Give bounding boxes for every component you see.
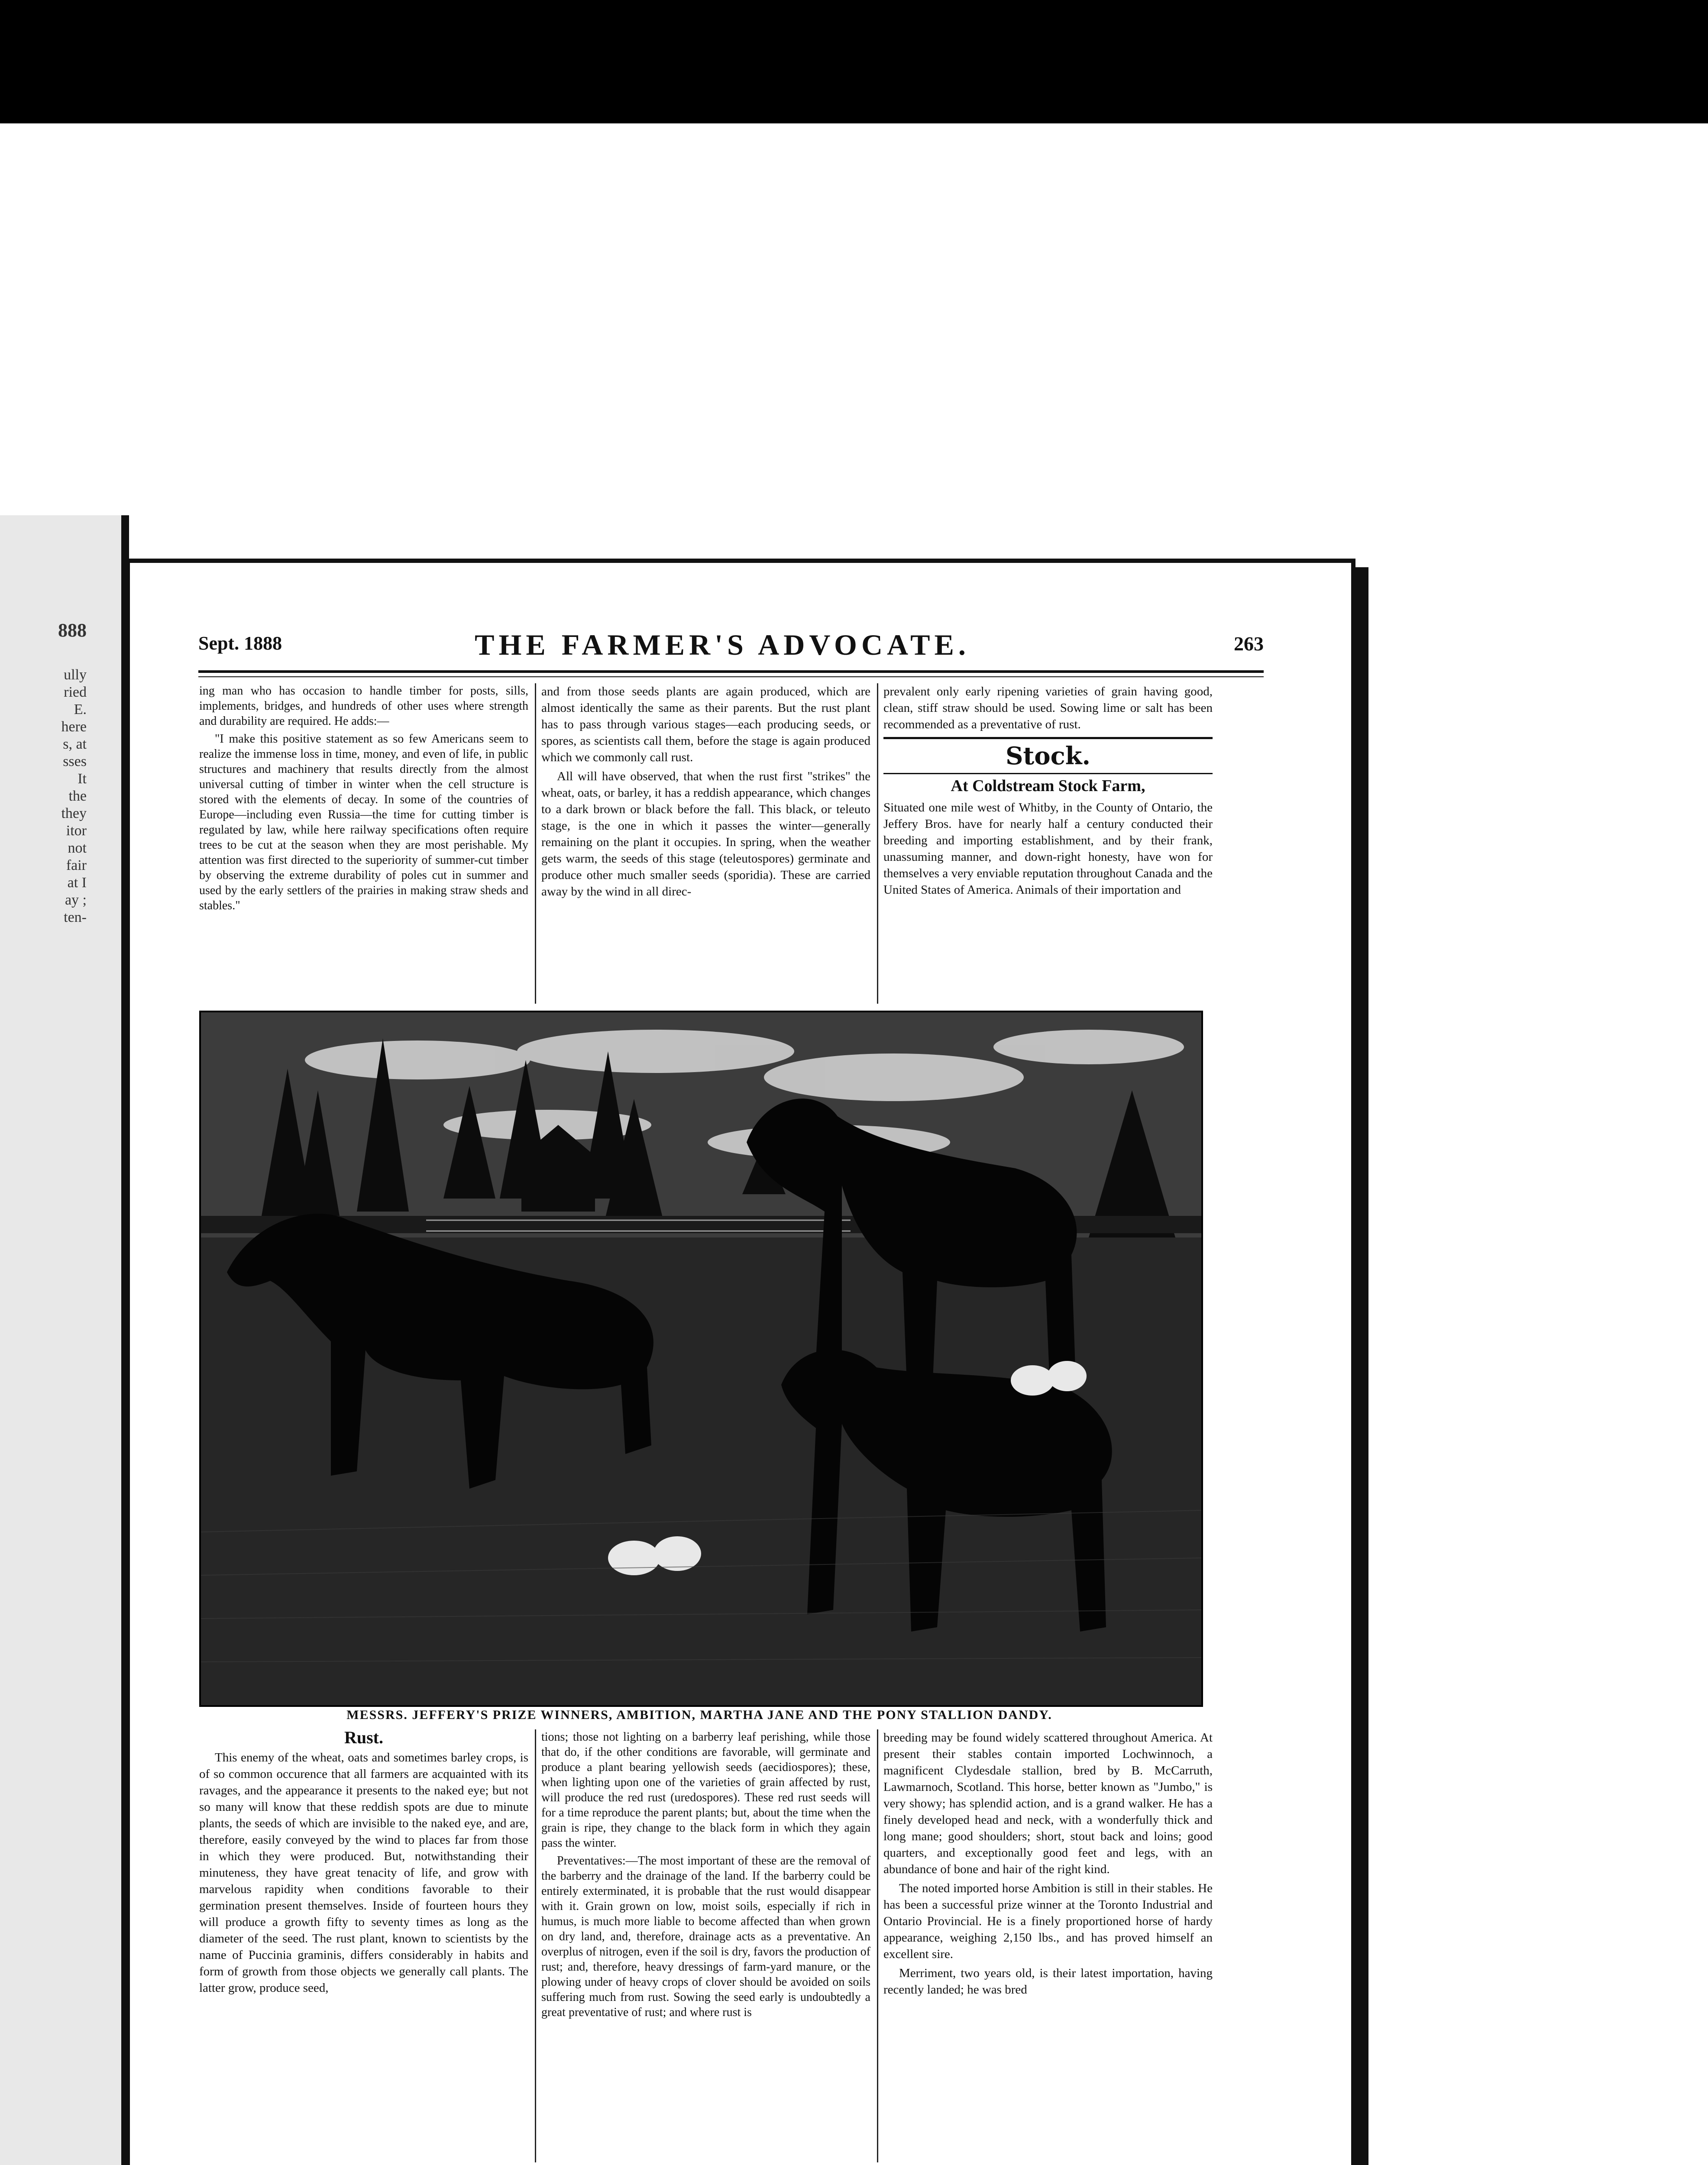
paragraph: breeding may be found widely scattered throughout America. At present their stables contain imported Lochwinnoch, a magnificent Clydesdale stallion, bred by B. McCarruth, Lawmarnoch, Scotland. This horse, better known as "Jumbo," is very showy; has splendid action, and is a grand walker. He has a finely developed head and neck, with a wonderfully thick and long mane; good shoulders; short, stout back and loins; good quarters, and exceptionally good feet and legs, with an abundance of bone and hair of the right kind. [883,1731,1213,1876]
paragraph: All will have observed, that when the rust first "strikes" the wheat, oats, or barley, it has a reddish appearance, which changes to a dark brown or black before the fall. This black, or teleuto stage, is the one in which it passes the winter—generally remaining on the plant it occupies. In spring, when the weather gets warm, the seeds of this stage (teleutospores) germinate and produce other much smaller seeds (sporidia). These are carried away by the wind in all direc- [541,769,870,898]
paragraph: tions; those not lighting on a barberry leaf perishing, while those that do, if the other conditions are favorable, will germinate and produce a plant bearing yellowish seeds (aecidiospores); these, when lighting upon one of the varieties of grain affected by rust, will produce the red rust (uredospores). These red rust seeds will for a time reproduce the parent plants; but, about the time when the grain is ripe, they change to the black form in which they again pass the winter. [541,1730,870,1850]
paragraph: Preventatives:—The most important of these are the removal of the barberry and the drainage of the land. If the barberry could be entirely exterminated, it is probable that the rust would disappear with it. Grain grown on low, moist soils, especially if rich in humus, is much more liable to become affected than when grown on dry land, and, therefore, drainage acts as a preventative. An overplus of nitrogen, even if the soil is dry, favors the production of rust; and, therefore, heavy dressings of farm-yard manure, or the plowing under of heavy crops of clover should be avoided on soils suffering much from rust. Sowing the seed early is undoubtedly a great preventative of rust; and where rust is [541,1854,870,2019]
paragraph: The noted imported horse Ambition is still in their stables. He has been a successful prize winner at the Toronto Industrial and Ontario Provincial. He is a finely proportioned horse of hardy appearance, weighing 2,150 lbs., and has proved himself an excellent sire. [883,1881,1213,1961]
top-column-3 [883,683,1213,901]
section-rule [883,737,1213,739]
spine-fragment: at I [67,875,87,891]
bottom-column-1 [199,1729,528,1999]
spine-fragment: ully [64,667,87,683]
spine-fragment: sses [63,753,87,769]
spine-fragment: ried [64,684,87,700]
paragraph: Situated one mile west of Whitby, in the County of Ontario, the Jeffery Bros. have for nearly half a century conducted their breeding and importing establishment, and by their frank, unassuming manner, and down-right honesty, have won for themselves a very enviable reputation throughout Canada and the United States of America. Animals of their importation and [883,801,1213,897]
spine-fragment: itor [66,823,87,839]
spine-fragment: they [61,805,87,821]
top-column-1 [199,683,528,916]
spine-fragment: fair [66,857,87,873]
paragraph: prevalent only early ripening varieties of grain having good, clean, stiff straw should be used. Sowing lime or salt has been recommended as a preventative of rust. [883,685,1213,731]
paragraph: "I make this positive statement as so few Americans seem to realize the immense loss in time, money, and even of life, in public structures and machinery that results directly from the almost universal cutting of timber in winter when the cell structure is stored with the elements of decay. In some of the countries of Europe—including even Russia—the time for cutting timber is regulated by law, while here railway specifications often require trees to be cut at the season when they are most perishable. My attention was first directed to the superiority of summer-cut timber by observing the extreme durability of poles cut in summer and used by the early settlers of the prairies in making straw sheds and stables." [199,732,528,912]
spine-fragment: not [68,840,87,856]
column-divider [877,1729,878,2162]
article-heading-rust: Rust. [344,1728,384,1747]
column-divider [877,683,878,1004]
paragraph: and from those seeds plants are again produced, which are almost identically the same as their parents. But the rust plant has to pass through various stages—each producing seeds, or spores, as scientists call them, before the stage is again produced which we commonly call rust. [541,685,870,764]
issue-date: Sept. 1888 [198,633,282,654]
illustration-caption: MESSRS. JEFFERY'S PRIZE WINNERS, AMBITION, MARTHA JANE AND THE PONY STALLION DANDY. [346,1708,1052,1722]
paragraph: This enemy of the wheat, oats and sometimes barley crops, is of so common occurence that all farmers are acquainted with its ravages, and the appearance it presents to the naked eye; but not so many will know that these reddish spots are due to minute plants, the seeds of which are invisible to the naked eye, and are, therefore, easily conveyed by the wind to places far from those in which they were produced. But, notwithstanding their minuteness, they have great tenacity of life, and grow with marvelous rapidity when conditions favorable to their germination present themselves. Inside of fourteen hours they will produce a growth fifty to seventy times as long as the diameter of the seed. The rust plant, known to scientists by the name of Puccinia graminis, differs considerably in habits and form of growth from those objects we generally call plants. The latter grow, produce seed, [199,1751,528,1995]
bottom-column-2 [541,1729,870,2023]
column-divider [535,683,536,1004]
spine-fragment: It [78,771,87,787]
page-header [198,628,1264,662]
page-number: 263 [1234,633,1264,655]
paragraph: Merriment, two years old, is their latest importation, having recently landed; he was bred [883,1966,1213,1997]
bottom-column-3 [883,1729,1213,2000]
section-rule [883,773,1213,774]
column-divider [535,1729,536,2162]
newspaper-page [126,559,1355,2165]
spine-fragment: ten- [64,909,87,925]
header-rule-thin [198,676,1264,677]
spine-fragment: ay ; [65,892,87,908]
top-column-2 [541,683,870,902]
spine-fragment: 888 [58,620,87,641]
section-heading-stock: Stock. [1005,742,1091,770]
spine-fragment: the [68,788,87,804]
article-heading-coldstream: At Coldstream Stock Farm, [951,777,1145,795]
facing-page-edge [0,515,129,2165]
paragraph: ing man who has occasion to handle timber for posts, sills, implements, bridges, and hundreds of other uses where strength and durability are required. He adds:— [199,684,528,728]
header-rule [198,670,1264,673]
engraving-illustration [201,1012,1201,1705]
masthead-title: THE FARMER'S ADVOCATE. [475,628,970,661]
spine-fragment: here [61,719,87,735]
spine-fragment: E. [74,701,87,717]
horses-engraving [199,1011,1203,1707]
spine-fragment: s, at [63,736,87,752]
